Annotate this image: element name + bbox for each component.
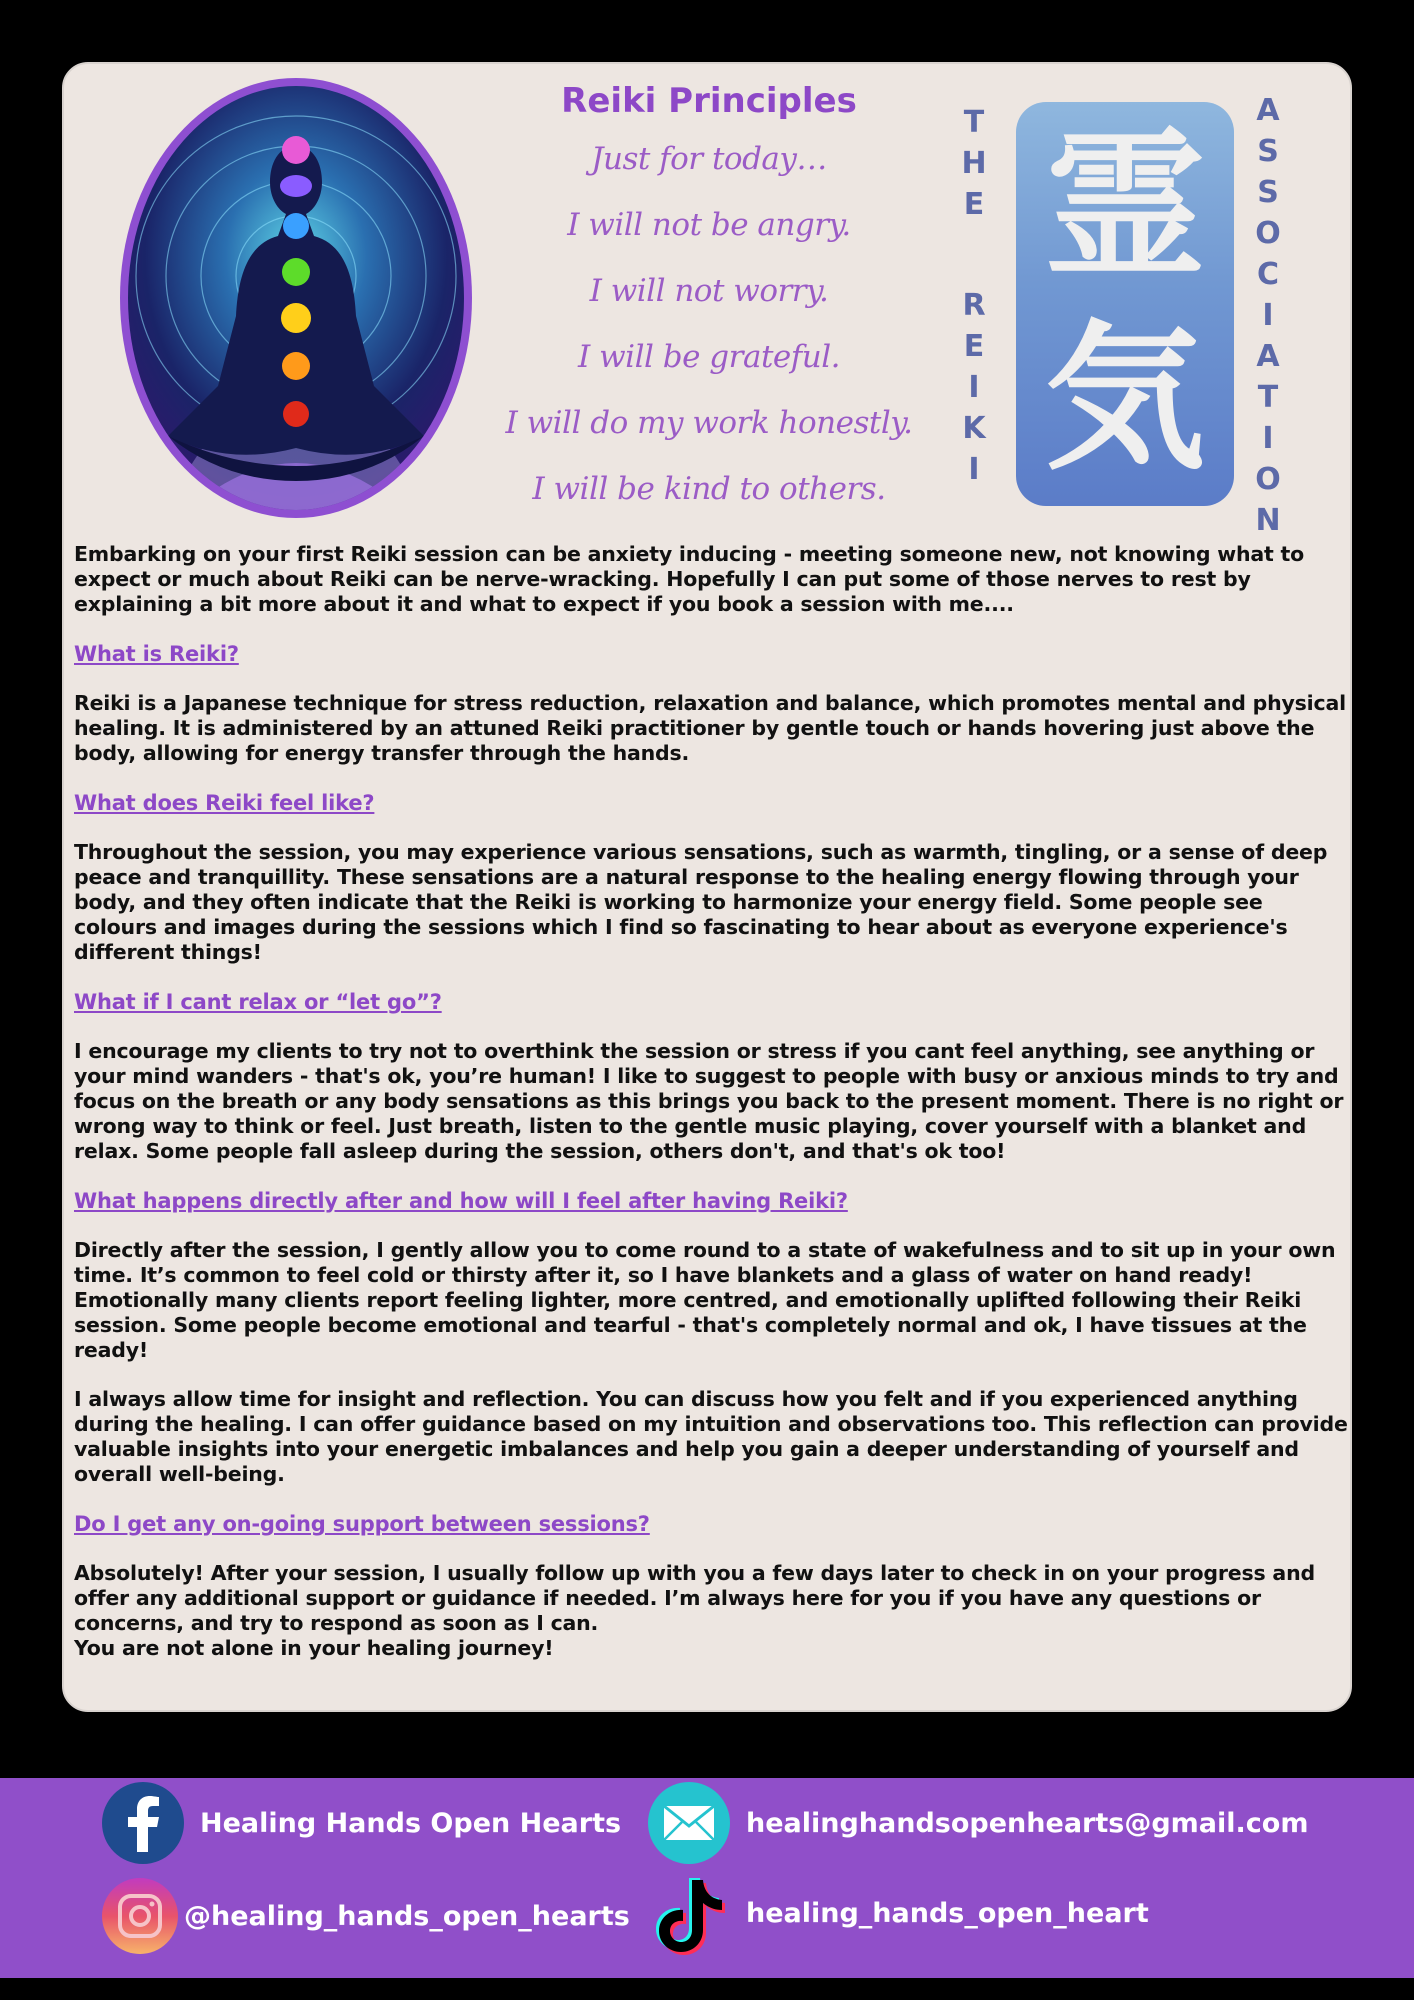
principle-line: I will do my work honestly. <box>505 405 913 441</box>
instagram-label: @healing_hands_open_hearts <box>184 1900 630 1932</box>
kanji-rei: 霊 <box>1044 112 1205 300</box>
logo-letter: I <box>1262 421 1274 456</box>
section-paragraph: I encourage my clients to try not to overthink the session or stress if you cant feel anything, see anything or your mind wanders - that's ok, you’re human! I like to suggest to people with busy or anxious minds to try and focus on the breath or any body sensations as this brings you back to the present moment. There is no right or wrong way to think or feel. Just breath, listen to the gentle music playing, cover yourself with a blanket and relax. Some people fall asleep during the session, others don't, and that's ok too! <box>74 1039 1344 1163</box>
principle-line: I will not worry. <box>589 273 829 309</box>
section-heading[interactable]: What does Reiki feel like? <box>74 791 375 815</box>
section-paragraph: I always allow time for insight and reflection. You can discuss how you felt and if you experienced anything during the healing. I can offer guidance based on my intuition and observations too. This reflection can provide valuable insights into your energetic imbalances and help you gain a deeper understanding of yourself and overall well-being. <box>74 1387 1348 1486</box>
tiktok-contact[interactable] <box>648 1872 1149 1954</box>
logo-letter: A <box>1256 93 1280 128</box>
logo-letter: O <box>1255 216 1281 251</box>
section-heading[interactable]: Do I get any on-going support between sessions? <box>74 1512 650 1536</box>
section-paragraph: Directly after the session, I gently allow you to come round to a state of wakefulness and to sit up in your own time. It’s common to feel cold or thirsty after it, so I have blankets and a glass of water on hand ready! Emotionally many clients report feeling lighter, more centred, and emotionally uplifted following their Reiki session. Some people become emotional and tearful - that's completely normal and ok, I have tissues at the ready! <box>74 1238 1336 1362</box>
tiktok-icon <box>648 1872 730 1954</box>
contact-footer <box>0 1778 1414 1978</box>
facebook-contact[interactable] <box>102 1782 621 1864</box>
principle-line: I will not be angry. <box>567 207 851 243</box>
section-heading[interactable]: What is Reiki? <box>74 642 239 666</box>
section-paragraph: Reiki is a Japanese technique for stress reduction, relaxation and balance, which promotes mental and physical healing. It is administered by an attuned Reiki practitioner by gentle touch or hands hovering just above the body, allowing for energy transfer through the hands. <box>74 691 1346 765</box>
instagram-icon <box>102 1878 178 1954</box>
reiki-association-logo <box>950 84 1330 538</box>
logo-letter: N <box>1255 503 1281 538</box>
reiki-principles <box>494 76 924 522</box>
principle-line: I will be kind to others. <box>532 471 886 507</box>
logo-letter <box>954 227 994 287</box>
logo-letter: S <box>1257 134 1279 169</box>
email-contact[interactable] <box>648 1782 1308 1864</box>
logo-letter: K <box>962 411 986 446</box>
logo-letter: I <box>968 370 980 405</box>
email-label: healinghandsopenhearts@gmail.com <box>746 1807 1309 1839</box>
instagram-contact[interactable] <box>102 1878 630 1954</box>
principle-line: Just for today… <box>591 141 827 177</box>
meditation-figure-icon <box>128 86 464 510</box>
kanji-ki: 気 <box>1044 304 1205 492</box>
logo-letter: R <box>962 288 986 323</box>
chakra-meditation-image <box>120 78 472 518</box>
logo-letter: H <box>961 146 987 181</box>
logo-letter: A <box>1256 339 1280 374</box>
facebook-label: Healing Hands Open Hearts <box>200 1807 622 1839</box>
principle-line: I will be grateful. <box>578 339 840 375</box>
principles-title: Reiki Principles <box>561 81 857 121</box>
section-paragraph: Absolutely! After your session, I usually follow up with you a few days later to check in on your progress and offer any additional support or guidance if needed. I’m always here for you if you have any questions or concerns, and try to respond as soon as I can. <box>74 1561 1315 1635</box>
logo-letter: I <box>968 452 980 487</box>
faq-sections <box>74 641 1348 1636</box>
logo-letter: T <box>963 105 985 140</box>
logo-letter: S <box>1257 175 1279 210</box>
main-text <box>74 542 1348 1685</box>
logo-letter: C <box>1256 257 1280 292</box>
kanji-box <box>1016 102 1234 506</box>
logo-left-letters <box>954 104 994 492</box>
section-heading[interactable]: What if I cant relax or “let go”? <box>74 990 442 1014</box>
tiktok-label: healing_hands_open_heart <box>746 1897 1149 1929</box>
logo-letter: E <box>963 329 985 364</box>
header-banner <box>64 64 1352 538</box>
logo-letter: I <box>1262 298 1274 333</box>
logo-letter: O <box>1255 462 1281 497</box>
envelope-icon <box>648 1782 730 1864</box>
logo-letter: E <box>963 187 985 222</box>
closing-line: You are not alone in your healing journey! <box>74 1636 554 1660</box>
section-heading[interactable]: What happens directly after and how will I feel after having Reiki? <box>74 1189 848 1213</box>
logo-right-letters <box>1248 92 1288 543</box>
intro-paragraph: Embarking on your first Reiki session can be anxiety inducing - meeting someone new, not knowing what to expect or much about Reiki can be nerve-wracking. Hopefully I can put some of those nerves to rest by explaining a bit more about it and what to expect if you book a session with me.... <box>74 542 1305 616</box>
logo-letter: T <box>1257 380 1279 415</box>
content-card <box>62 62 1352 1712</box>
section-paragraph: Throughout the session, you may experience various sensations, such as warmth, tingling, or a sense of deep peace and tranquillity. These sensations are a natural response to the healing energy flowing through your body, and they often indicate that the Reiki is working to harmonize your energy field. Some people see colours and images during the sessions which I find so fascinating to hear about as everyone experience's different things! <box>74 840 1328 964</box>
facebook-icon <box>102 1782 184 1864</box>
